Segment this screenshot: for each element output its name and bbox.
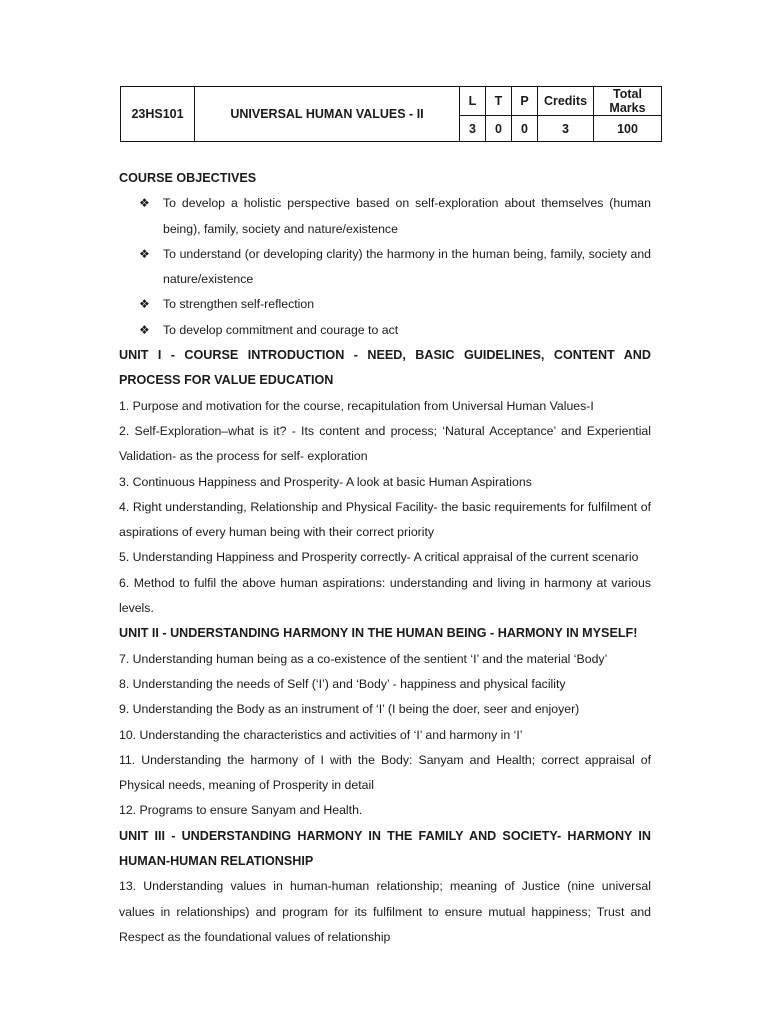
syllabus-content	[119, 166, 651, 950]
four-diamond-bullet-icon: ❖	[139, 297, 150, 312]
unit-1-item-3: 3. Continuous Happiness and Prosperity- A look at basic Human Aspirations	[119, 474, 532, 489]
unit-2-item-8: 8. Understanding the needs of Self (‘I’) and ‘Body’ - happiness and physical facility	[119, 676, 566, 691]
total-marks-value: 100	[594, 116, 662, 142]
unit-2-item-12: 12. Programs to ensure Sanyam and Health.	[119, 803, 363, 818]
objective-item	[119, 191, 651, 242]
objective-item	[119, 292, 651, 317]
unit-2-item-7: 7. Understanding human being as a co-existence of the sentient ‘I’ and the material ‘Body’	[119, 651, 608, 666]
tutorial-header: T	[486, 87, 512, 116]
unit-2-item-9: 9. Understanding the Body as an instrument of ‘I’ (I being the doer, seer and enjoyer)	[119, 702, 580, 717]
unit-1-heading: UNIT I - COURSE INTRODUCTION - NEED, BASIC GUIDELINES, CONTENT AND PROCESS FOR VALUE EDUCATION	[119, 348, 651, 388]
practical-header: P	[512, 87, 538, 116]
four-diamond-bullet-icon: ❖	[139, 196, 150, 211]
unit-2-item-11: 11. Understanding the harmony of I with the Body: Sanyam and Health; correct appraisal of Physical needs, meaning of Prosperity in detail	[119, 752, 651, 793]
tutorial-value: 0	[486, 116, 512, 142]
lecture-value: 3	[460, 116, 486, 142]
unit-1-item-4: 4. Right understanding, Relationship and Physical Facility- the basic requirements for fulfilment of aspirations of every human being with their correct priority	[119, 499, 651, 540]
unit-3-item-13: 13. Understanding values in human-human relationship; meaning of Justice (nine universal values in relationships) and program for its fulfilment to ensure mutual happiness; Trust and Respect as the foundational values of relationship	[119, 879, 651, 944]
unit-1-item-5: 5. Understanding Happiness and Prosperity correctly- A critical appraisal of the current scenario	[119, 550, 639, 565]
unit-2-heading: UNIT II - UNDERSTANDING HARMONY IN THE HUMAN BEING - HARMONY IN MYSELF!	[119, 626, 638, 641]
objective-text: To develop a holistic perspective based on self-exploration about themselves (human being), family, society and nature/existence	[163, 196, 651, 236]
unit-2-item-10: 10. Understanding the characteristics and activities of ‘I’ and harmony in ‘I’	[119, 727, 523, 742]
objective-text: To develop commitment and courage to act	[163, 322, 399, 337]
table-header-row	[121, 87, 662, 116]
unit-1-item-6: 6. Method to fulfil the above human aspirations: understanding and living in harmony at various levels.	[119, 575, 651, 616]
credits-value: 3	[538, 116, 594, 142]
objective-text: To strengthen self-reflection	[163, 297, 315, 312]
objective-item	[119, 318, 651, 343]
objective-item	[119, 242, 651, 293]
practical-value: 0	[512, 116, 538, 142]
objective-text: To understand (or developing clarity) the harmony in the human being, family, society and nature/existence	[163, 246, 651, 287]
credits-header: Credits	[538, 87, 594, 116]
course-title: UNIVERSAL HUMAN VALUES - II	[195, 87, 460, 142]
course-code: 23HS101	[121, 87, 195, 142]
course-info-table	[120, 86, 662, 142]
objectives-heading: COURSE OBJECTIVES	[119, 171, 257, 185]
unit-1-item-1: 1. Purpose and motivation for the course, recapitulation from Universal Human Values-I	[119, 398, 594, 413]
unit-3-heading: UNIT III - UNDERSTANDING HARMONY IN THE FAMILY AND SOCIETY- HARMONY IN HUMAN-HUMAN RELATIONSHIP	[119, 828, 651, 869]
four-diamond-bullet-icon: ❖	[139, 246, 150, 261]
lecture-header: L	[460, 87, 486, 116]
total-marks-header: Total Marks	[594, 87, 662, 116]
unit-1-item-2: 2. Self-Exploration–what is it? - Its content and process; ‘Natural Acceptance’ and Experiential Validation- as the process for self- exploration	[119, 423, 651, 464]
four-diamond-bullet-icon: ❖	[139, 322, 150, 337]
